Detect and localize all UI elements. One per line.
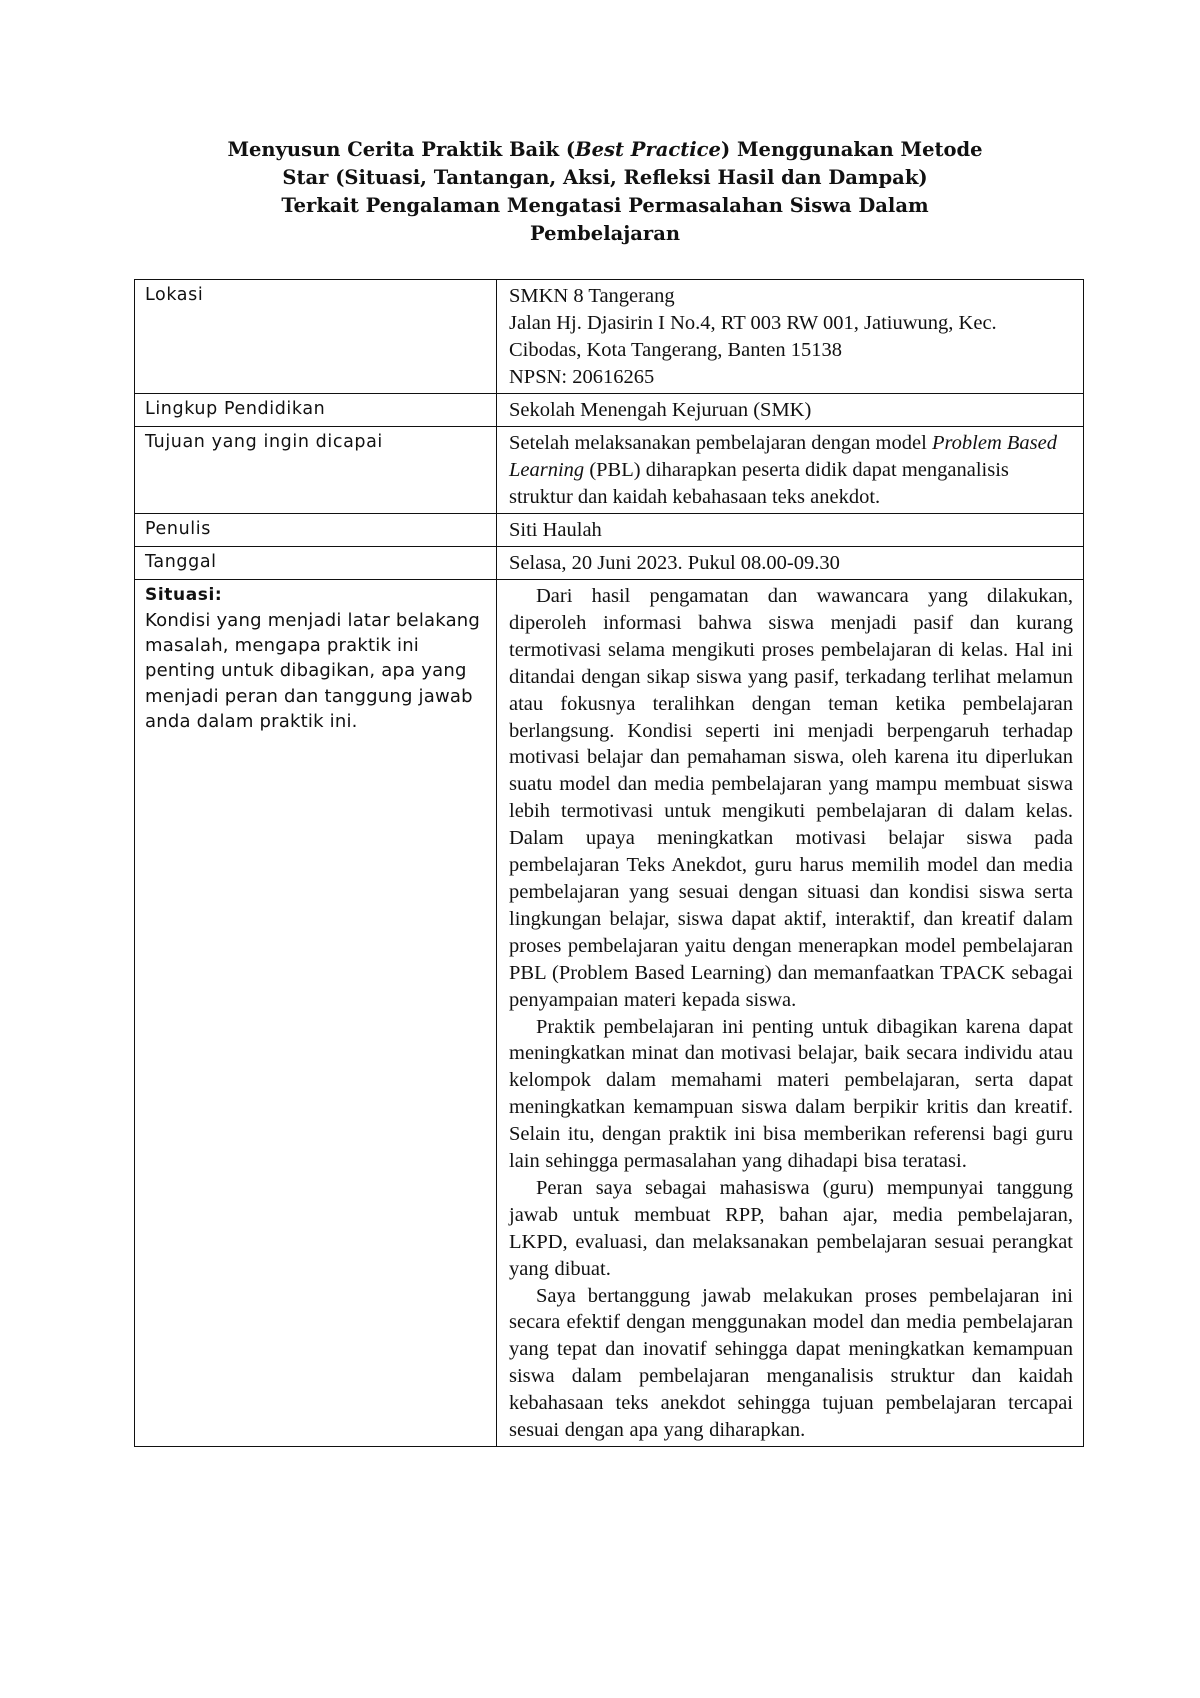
label-lingkup: Lingkup Pendidikan [135,394,497,427]
title-line-2: Star (Situasi, Tantangan, Aksi, Refleksi Hasil dan Dampak) [282,166,928,189]
situasi-paragraph-1: Dari hasil pengamatan dan wawancara yang dilakukan, diperoleh informasi bahwa siswa menjadi pasif dan kurang termotivasi selama mengikuti proses pembelajaran di kelas. Hal ini ditandai dengan sikap siswa yang pasif, terkadang terlihat melamun atau fokusnya teralihkan dengan teman ketika pembelajaran berlangsung. Kondisi seperti ini menjadi berpengaruh terhadap motivasi belajar dan pemahaman siswa, oleh karena itu diperlukan suatu model dan media pembelajaran yang mampu membuat siswa lebih termotivasi untuk mengikuti pembelajaran di dalam kelas. Dalam upaya meningkatkan motivasi belajar siswa pada pembelajaran Teks Anekdot, guru harus memilih model dan media pembelajaran yang sesuai dengan situasi dan kondisi siswa serta lingkungan belajar, siswa dapat aktif, interaktif, dan kreatif dalam proses pembelajaran yaitu dengan menerapkan model pembelajaran PBL (Problem Based Learning) dan memanfaatkan TPACK sebagai penyampaian materi kepada siswa. [509,585,1073,1011]
title-line-1 [133,136,1077,164]
row-lokasi [135,280,1084,394]
title-line-1-start: Menyusun Cerita Praktik Baik ( [227,138,576,161]
title-line-1-end: ) Menggunakan Metode [720,138,983,161]
label-situasi-cell [135,580,497,1447]
value-situasi [497,580,1084,1447]
title-line-3: Terkait Pengalaman Mengatasi Permasalahan Siswa Dalam [281,194,929,217]
value-tujuan [497,427,1084,514]
tujuan-text-end: (PBL) diharapkan peserta didik dapat menganalisis struktur dan kaidah kebahasaan teks anekdot. [509,459,1009,508]
label-tujuan: Tujuan yang ingin dicapai [135,427,497,514]
situasi-paragraph-2: Praktik pembelajaran ini penting untuk dibagikan karena dapat meningkatkan minat dan motivasi belajar, baik secara individu atau kelompok dalam memahami materi pembelajaran, serta dapat meningkatkan kemampuan siswa dalam berpikir kritis dan kreatif. Selain itu, dengan praktik ini bisa memberikan referensi bagi guru lain sehingga permasalahan yang dihadapi bisa teratasi. [509,1015,1073,1173]
situasi-paragraph-4: Saya bertanggung jawab melakukan proses pembelajaran ini secara efektif dengan menggunakan model dan media pembelajaran yang tepat dan inovatif sehingga dapat meningkatkan kemampuan siswa dalam pembelajaran menganalisis struktur dan kaidah kebahasaan teks anekdot sehingga tujuan pembelajaran tercapai sesuai dengan apa yang diharapkan. [509,1284,1073,1442]
lokasi-address-2: Cibodas, Kota Tangerang, Banten 15138 [509,339,842,361]
title-italic-best-practice: Best Practice [575,138,721,161]
row-penulis [135,514,1084,547]
value-lokasi [497,280,1084,394]
tujuan-italic-model: Problem Based Learning [509,432,1057,481]
label-lokasi: Lokasi [135,280,497,394]
row-situasi [135,580,1084,1447]
value-lingkup: Sekolah Menengah Kejuruan (SMK) [497,394,1084,427]
lokasi-address-1: Jalan Hj. Djasirin I No.4, RT 003 RW 001, Jatiuwung, Kec. [509,312,997,334]
title-line-4: Pembelajaran [529,222,681,245]
value-tanggal: Selasa, 20 Juni 2023. Pukul 08.00-09.30 [497,547,1084,580]
label-tanggal: Tanggal [135,547,497,580]
best-practice-table [134,279,1084,1447]
lokasi-npsn: NPSN: 20616265 [509,366,655,388]
lokasi-school-name: SMKN 8 Tangerang [509,285,675,307]
tujuan-text-start: Setelah melaksanakan pembelajaran dengan model [509,432,932,454]
row-tujuan [135,427,1084,514]
document-title [133,136,1077,248]
situasi-description: Kondisi yang menjadi latar belakang masalah, mengapa praktik ini penting untuk dibagikan, apa yang menjadi peran dan tanggung jawab anda dalam praktik ini. [145,610,481,732]
row-tanggal [135,547,1084,580]
value-penulis: Siti Haulah [497,514,1084,547]
row-lingkup [135,394,1084,427]
label-situasi: Situasi: [145,585,223,605]
label-penulis: Penulis [135,514,497,547]
situasi-paragraph-3: Peran saya sebagai mahasiswa (guru) mempunyai tanggung jawab untuk membuat RPP, bahan ajar, media pembelajaran, LKPD, evaluasi, dan melaksanakan pembelajaran sesuai perangkat yang dibuat. [509,1176,1073,1280]
